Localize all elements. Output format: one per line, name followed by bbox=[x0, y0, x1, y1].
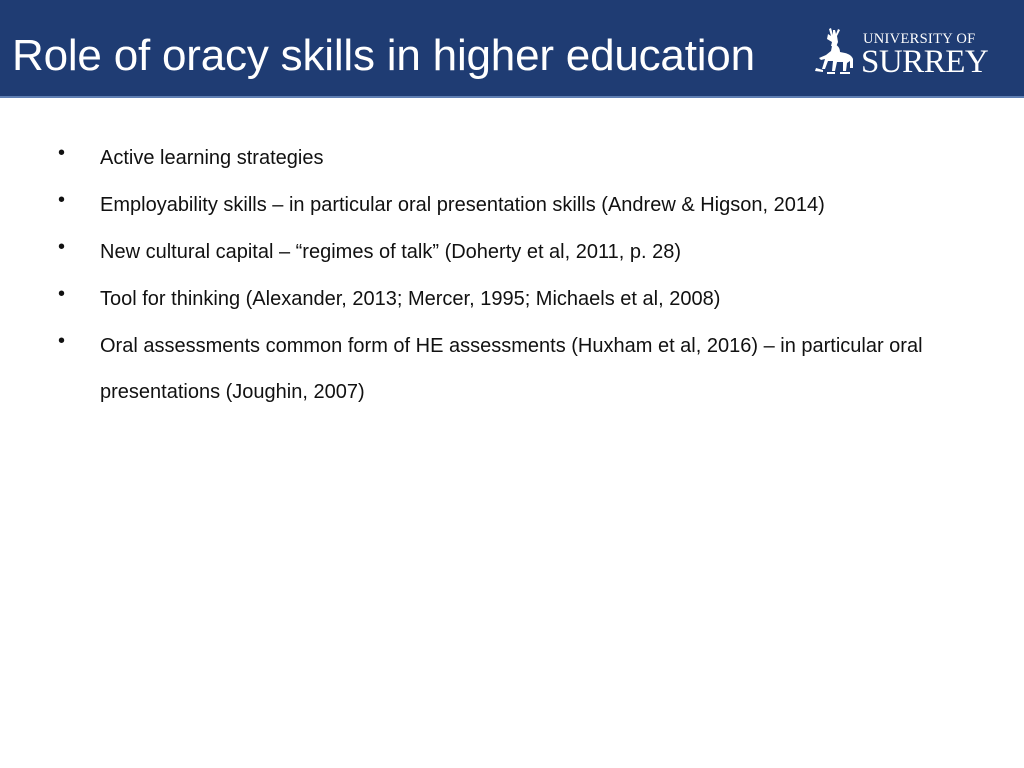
bullet-marker: • bbox=[58, 189, 66, 211]
bullet-text: Active learning strategies bbox=[100, 147, 324, 169]
bullet-item bbox=[58, 135, 978, 181]
bullet-marker: • bbox=[58, 142, 66, 164]
bullet-text: Employability skills – in particular oral presentation skills (Andrew & Higson, 2014) bbox=[100, 194, 825, 216]
bullet-marker: • bbox=[58, 330, 66, 352]
bullet-marker: • bbox=[58, 236, 66, 258]
bullet-item bbox=[58, 229, 978, 275]
title-bar bbox=[0, 0, 1024, 98]
slide-title: Role of oracy skills in higher education bbox=[12, 31, 755, 80]
bullet-item bbox=[58, 323, 978, 415]
logo-text-surrey: SURREY bbox=[861, 44, 989, 80]
bullet-item bbox=[58, 276, 978, 322]
stag-icon bbox=[813, 26, 857, 82]
bullet-text: New cultural capital – “regimes of talk” (Doherty et al, 2011, p. 28) bbox=[100, 241, 681, 263]
logo-text-university-of: UNIVERSITY OF bbox=[863, 31, 976, 47]
bullet-text: Oral assessments common form of HE assessments (Huxham et al, 2016) – in particular oral presentations (Joughin, 2007) bbox=[100, 335, 923, 403]
bullet-list bbox=[58, 135, 978, 415]
bullet-item bbox=[58, 182, 978, 228]
bullet-marker: • bbox=[58, 283, 66, 305]
university-logo bbox=[813, 26, 993, 82]
slide-body bbox=[58, 140, 978, 421]
bullet-text: Tool for thinking (Alexander, 2013; Mercer, 1995; Michaels et al, 2008) bbox=[100, 288, 721, 310]
